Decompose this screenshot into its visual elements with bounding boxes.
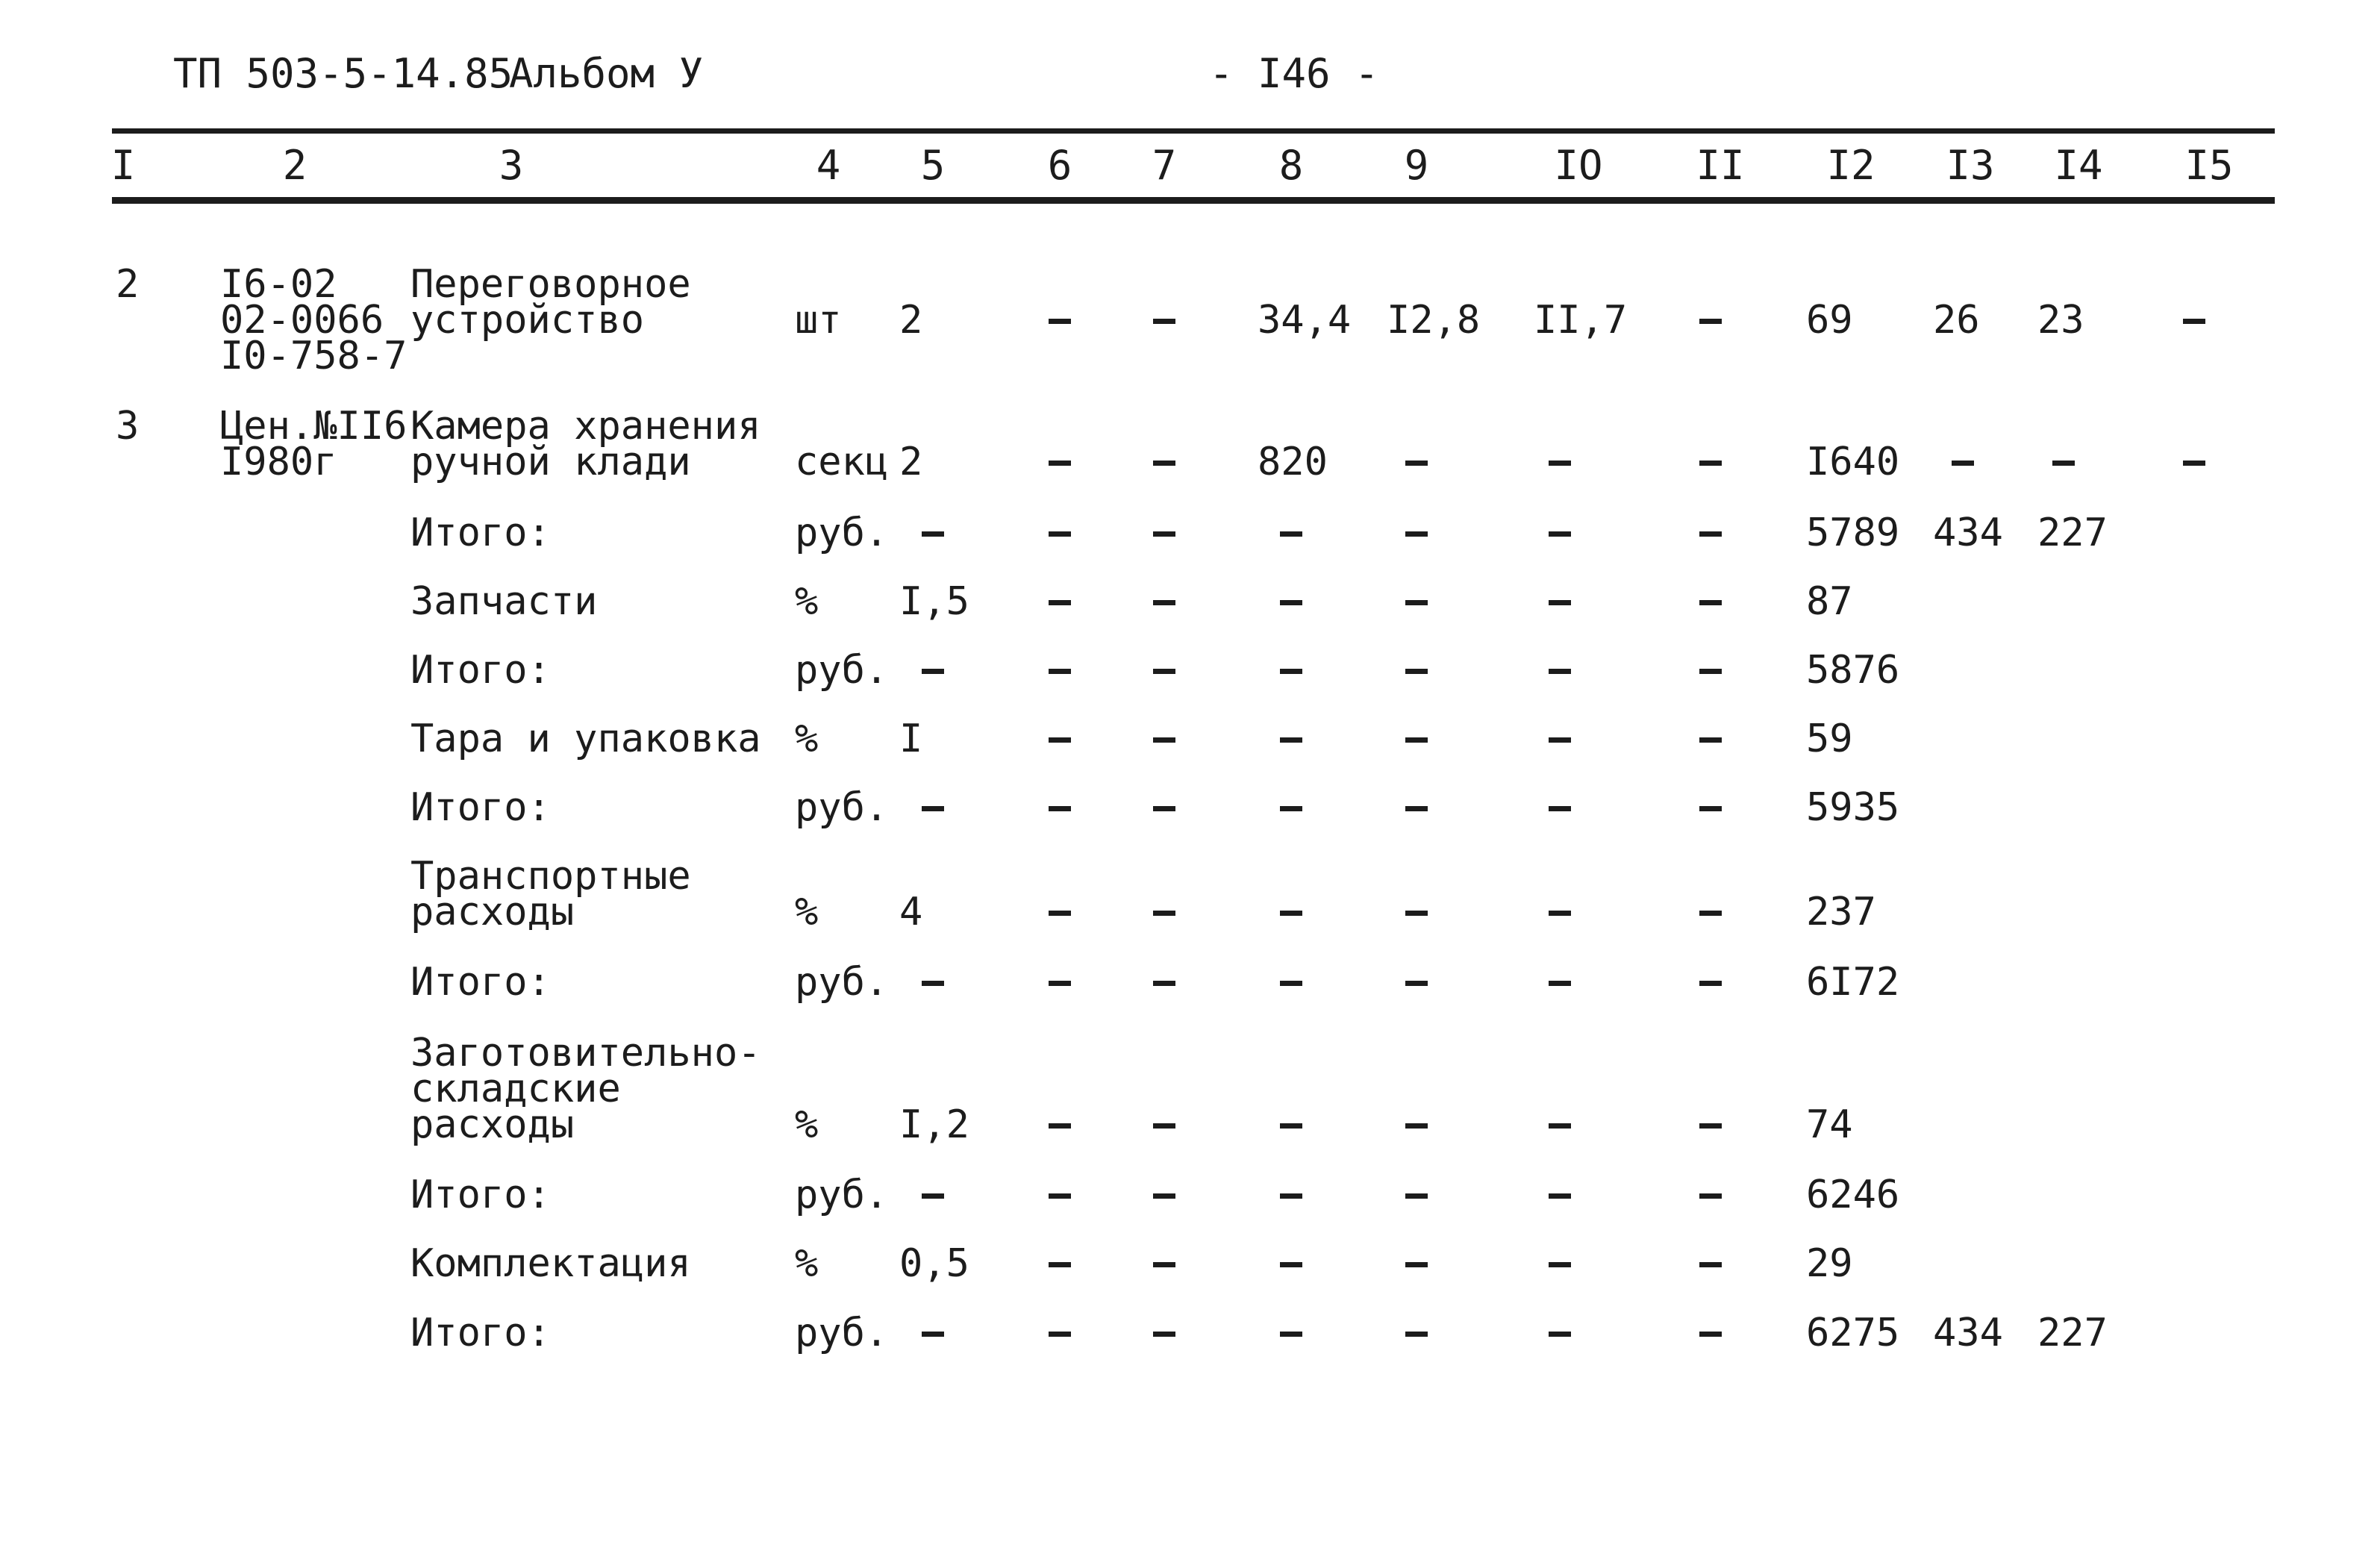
dash-c10 (1549, 1123, 1571, 1129)
column-header-11: II (1696, 142, 1745, 189)
cell-c8: 34,4 (1258, 298, 1352, 343)
dash-c8 (1280, 669, 1302, 674)
dash-c7 (1153, 669, 1175, 674)
dash-c11 (1699, 531, 1722, 537)
cell-c12: 237 (1806, 890, 1876, 934)
column-header-2: 2 (282, 142, 307, 189)
column-header-3: 3 (499, 142, 524, 189)
dash-c10 (1549, 1332, 1571, 1337)
cell-c4: % (795, 890, 819, 934)
cell-c5: 0,5 (899, 1241, 969, 1286)
cell-c2-line: 02-0066 (220, 298, 384, 343)
dash-c7 (1153, 531, 1175, 537)
cell-c4: руб. (795, 1173, 889, 1217)
dash-c11 (1699, 600, 1722, 605)
dash-c7 (1153, 806, 1175, 811)
dash-c10 (1549, 669, 1571, 674)
dash-c5 (922, 981, 944, 986)
cell-c4: руб. (795, 511, 889, 555)
column-header-6: 6 (1047, 142, 1072, 189)
cell-c3-line: Итого: (410, 960, 551, 1005)
dash-c8 (1280, 531, 1302, 537)
cell-c4: руб. (795, 960, 889, 1005)
cell-c3-line: Итого: (410, 1173, 551, 1217)
cell-c3-line: Итого: (410, 785, 551, 830)
cell-c2-line: I0-758-7 (220, 334, 407, 378)
dash-c15 (2183, 461, 2205, 466)
cell-c2-line: I6-02 (220, 262, 337, 307)
cell-c4: руб. (795, 1311, 889, 1355)
cell-c3-line: расходы (410, 890, 575, 934)
cell-c4: руб. (795, 648, 889, 693)
header-rule (112, 197, 2275, 204)
cell-c4: % (795, 1241, 819, 1286)
cell-c3-line: Итого: (410, 648, 551, 693)
cell-c12: 5789 (1806, 511, 1900, 555)
cell-c3-line: Запчасти (410, 579, 598, 624)
cell-c13: 434 (1933, 1311, 2003, 1355)
column-header-4: 4 (816, 142, 841, 189)
cell-c13: 26 (1933, 298, 1980, 343)
cell-c12: 69 (1806, 298, 1853, 343)
cell-c5: I,2 (899, 1102, 969, 1147)
cell-c5: 2 (899, 440, 923, 484)
cell-c13: 434 (1933, 511, 2003, 555)
dash-c10 (1549, 806, 1571, 811)
cell-c3-line: Переговорное (410, 262, 691, 307)
cell-c3-line: Комплектация (410, 1241, 691, 1286)
dash-c7 (1153, 981, 1175, 986)
cell-c3-line: Транспортные (410, 854, 691, 899)
dash-c9 (1405, 981, 1428, 986)
cell-c4: секц (795, 440, 889, 484)
cell-c4: шт (795, 298, 842, 343)
column-header-15: I5 (2184, 142, 2234, 189)
dash-c6 (1049, 911, 1071, 916)
cell-c14: 227 (2037, 1311, 2108, 1355)
album-label: Альбом У (509, 50, 704, 97)
dash-c9 (1405, 1262, 1428, 1267)
cell-c12: 29 (1806, 1241, 1853, 1286)
dash-c11 (1699, 1123, 1722, 1129)
dash-c11 (1699, 806, 1722, 811)
dash-c6 (1049, 1123, 1071, 1129)
cell-c1: 3 (116, 404, 140, 449)
cell-c5: 4 (899, 890, 923, 934)
dash-c10 (1549, 600, 1571, 605)
cell-c12: 5876 (1806, 648, 1900, 693)
cell-c4: % (795, 579, 819, 624)
cell-c3-line: расходы (410, 1102, 575, 1147)
cell-c12: 6246 (1806, 1173, 1900, 1217)
cell-c5: 2 (899, 298, 923, 343)
cell-c5: I,5 (899, 579, 969, 624)
dash-c8 (1280, 1262, 1302, 1267)
dash-c8 (1280, 1332, 1302, 1337)
dash-c9 (1405, 531, 1428, 537)
dash-c6 (1049, 319, 1071, 324)
doc-code: ТП 503-5-14.85 (173, 50, 513, 97)
dash-c6 (1049, 600, 1071, 605)
dash-c9 (1405, 1193, 1428, 1199)
dash-c7 (1153, 461, 1175, 466)
dash-c8 (1280, 911, 1302, 916)
dash-c7 (1153, 600, 1175, 605)
dash-c7 (1153, 319, 1175, 324)
dash-c10 (1549, 461, 1571, 466)
dash-c9 (1405, 911, 1428, 916)
dash-c7 (1153, 737, 1175, 743)
dash-c8 (1280, 981, 1302, 986)
dash-c11 (1699, 1193, 1722, 1199)
dash-c14 (2052, 461, 2075, 466)
dash-c6 (1049, 461, 1071, 466)
cell-c4: % (795, 717, 819, 761)
dash-c10 (1549, 1193, 1571, 1199)
dash-c8 (1280, 1193, 1302, 1199)
dash-c10 (1549, 981, 1571, 986)
cell-c1: 2 (116, 262, 140, 307)
cell-c2-line: I980г (220, 440, 337, 484)
dash-c9 (1405, 737, 1428, 743)
dash-c9 (1405, 600, 1428, 605)
cell-c3-line: Камера хранения (410, 404, 761, 449)
dash-c9 (1405, 461, 1428, 466)
cell-c9: I2,8 (1387, 298, 1481, 343)
dash-c7 (1153, 911, 1175, 916)
cell-c3-line: Заготовительно- (410, 1031, 761, 1076)
dash-c7 (1153, 1123, 1175, 1129)
dash-c6 (1049, 669, 1071, 674)
cell-c12: 6275 (1806, 1311, 1900, 1355)
dash-c9 (1405, 1332, 1428, 1337)
dash-c8 (1280, 806, 1302, 811)
cell-c3-line: ручной клади (410, 440, 691, 484)
dash-c11 (1699, 461, 1722, 466)
cell-c12: 5935 (1806, 785, 1900, 830)
dash-c9 (1405, 806, 1428, 811)
dash-c6 (1049, 1193, 1071, 1199)
dash-c8 (1280, 600, 1302, 605)
cell-c10: II,7 (1534, 298, 1628, 343)
column-header-8: 8 (1278, 142, 1304, 189)
dash-c5 (922, 531, 944, 537)
cell-c12: 87 (1806, 579, 1853, 624)
dash-c5 (922, 1332, 944, 1337)
dash-c10 (1549, 737, 1571, 743)
cell-c3-line: Итого: (410, 511, 551, 555)
cell-c3-line: складские (410, 1067, 621, 1111)
cell-c12: 59 (1806, 717, 1853, 761)
cell-c4: % (795, 1102, 819, 1147)
dash-c6 (1049, 531, 1071, 537)
cell-c12: I640 (1806, 440, 1900, 484)
dash-c8 (1280, 737, 1302, 743)
column-header-7: 7 (1152, 142, 1177, 189)
dash-c7 (1153, 1262, 1175, 1267)
dash-c9 (1405, 1123, 1428, 1129)
dash-c5 (922, 806, 944, 811)
dash-c9 (1405, 669, 1428, 674)
dash-c11 (1699, 1332, 1722, 1337)
dash-c5 (922, 1193, 944, 1199)
cell-c4: руб. (795, 785, 889, 830)
dash-c7 (1153, 1332, 1175, 1337)
dash-c11 (1699, 911, 1722, 916)
page-number: - I46 - (1209, 50, 1379, 97)
cell-c3-line: Тара и упаковка (410, 717, 761, 761)
dash-c6 (1049, 737, 1071, 743)
dash-c11 (1699, 669, 1722, 674)
column-header-10: IO (1554, 142, 1603, 189)
dash-c6 (1049, 806, 1071, 811)
column-header-12: I2 (1826, 142, 1875, 189)
dash-c10 (1549, 911, 1571, 916)
column-header-1: I (110, 142, 136, 189)
dash-c13 (1952, 461, 1974, 466)
dash-c5 (922, 669, 944, 674)
cell-c14: 23 (2037, 298, 2084, 343)
column-header-5: 5 (920, 142, 946, 189)
cell-c5: I (899, 717, 923, 761)
dash-c10 (1549, 531, 1571, 537)
dash-c15 (2183, 319, 2205, 324)
top-rule (112, 128, 2275, 134)
cell-c2-line: Цен.№II6 (220, 404, 407, 449)
column-header-14: I4 (2054, 142, 2103, 189)
dash-c11 (1699, 981, 1722, 986)
dash-c6 (1049, 1262, 1071, 1267)
cell-c3-line: Итого: (410, 1311, 551, 1355)
dash-c10 (1549, 1262, 1571, 1267)
cell-c3-line: устройство (410, 298, 645, 343)
column-header-9: 9 (1404, 142, 1429, 189)
dash-c7 (1153, 1193, 1175, 1199)
cell-c8: 820 (1258, 440, 1328, 484)
cell-c12: 6I72 (1806, 960, 1900, 1005)
column-header-13: I3 (1946, 142, 1995, 189)
dash-c11 (1699, 319, 1722, 324)
dash-c6 (1049, 1332, 1071, 1337)
dash-c6 (1049, 981, 1071, 986)
dash-c11 (1699, 737, 1722, 743)
dash-c11 (1699, 1262, 1722, 1267)
dash-c8 (1280, 1123, 1302, 1129)
cell-c14: 227 (2037, 511, 2108, 555)
cell-c12: 74 (1806, 1102, 1853, 1147)
